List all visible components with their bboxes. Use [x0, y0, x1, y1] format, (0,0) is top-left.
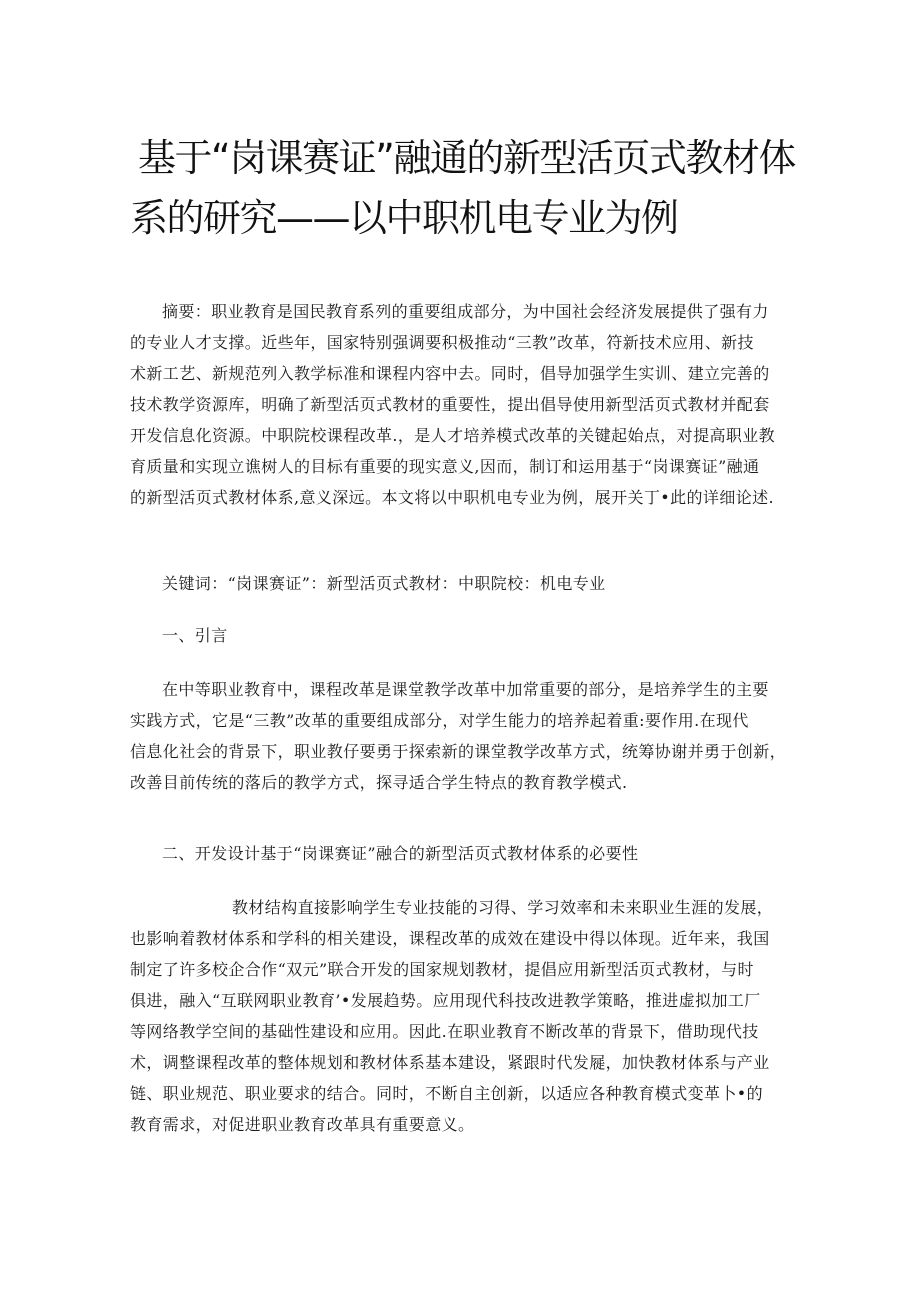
document-title — [130, 128, 810, 248]
heading-text: 一、引言 — [162, 626, 228, 645]
title-line-2: 系的研究——以中职机电专业为例 — [130, 196, 678, 240]
keywords-text: 关键词：“岗课赛证”：新型活页式教材：中职院校：机电专业 — [162, 574, 606, 593]
abstract-line: 术新工艺、新规范列入教学标准和课程内容中去。同时，倡导加强学生实训、建立完善的 — [130, 364, 770, 383]
section2-line: 教材结构直接影响学生专业技能的习得、学习效率和未来职业生涯的发展， — [232, 898, 774, 917]
introduction-paragraph — [130, 674, 795, 798]
intro-line: 在中等职业教育中，课程改革是课堂教学改革中加常重要的部分，是培养学生的主要 — [162, 680, 769, 699]
abstract-line: 育质量和实现立谯树人的目标有重要的现实意义,因而，制订和运用基于“岗课赛证”融通 — [130, 457, 760, 476]
abstract-line: 的新型活页式教材体系,意义深远。本文将以中职机电专业为例，展开关丁•此的详细论述. — [130, 488, 775, 507]
abstract-paragraph — [130, 296, 795, 513]
section-heading-necessity — [130, 838, 795, 869]
section2-line: 也影响着教材体系和学科的相关建设，课程改革的成效在建设中得以体现。近年来，我国 — [130, 929, 770, 948]
section-heading-introduction — [130, 620, 795, 651]
necessity-paragraph — [130, 892, 795, 1140]
heading-text: 二、开发设计基于“岗课赛证”融合的新型活页式教材体系的必要性 — [162, 844, 639, 863]
section2-line: 术，调整课程改革的整体规划和教材体系基本建设，紧跟时代发屣，加快教材体系与产业 — [130, 1053, 770, 1072]
section2-line: 教育需求，对促进职业教育改革具有重要意义。 — [130, 1115, 475, 1134]
keywords-line — [130, 568, 795, 599]
intro-line: 实践方式，它是“三教”改革的重要组成部分，对学生能力的培养起着重:要作用.在现代 — [130, 711, 749, 730]
section2-line: 制定了许多校企合作“双元”联合开发的国家规划教材，提倡应用新型活页式教材，与时 — [130, 960, 754, 979]
abstract-line: 的专业人才支撑。近些年，国家特别强调要积极推动“三教”改革，符新技术应用、新技 — [130, 333, 754, 352]
title-line-1: 基于“岗课赛证”融通的新型活页式教材体 — [138, 136, 795, 180]
abstract-line: 技术教学资源库，明确了新型活页式教材的重要性，提出倡导使用新型活页式教材并配套 — [130, 395, 770, 414]
section2-line: 俱进，融入“互联网职业教育’•发展趋势。应用现代科技改进教学策略，推进虚拟加工厂 — [130, 991, 761, 1010]
intro-line: 改善目前传统的落后的教学方式，探寻适合学生特点的教育教学模式. — [130, 773, 628, 792]
section2-line: 链、职业规范、职业要求的结合。同时，不断自主创新，以适应各种教育模式变革卜•的 — [130, 1084, 764, 1103]
section2-line: 等网络教学空间的基础性建设和应用。因此.在职业教育不断改革的背景下，借助现代技 — [130, 1022, 759, 1041]
abstract-line: 开发信息化资源。中职院校课程改革.，是人才培养模式改革的关键起始点，对提高职业教 — [130, 426, 776, 445]
intro-line: 信息化社会的背景下，职业教仔要勇于探索新的课堂教学改革方式，统筹协谢并勇于创新， — [130, 742, 787, 761]
abstract-line: 摘要：职业教育是国民教育系列的重要组成部分，为中国社会经济发展提供了强有力 — [162, 302, 769, 321]
